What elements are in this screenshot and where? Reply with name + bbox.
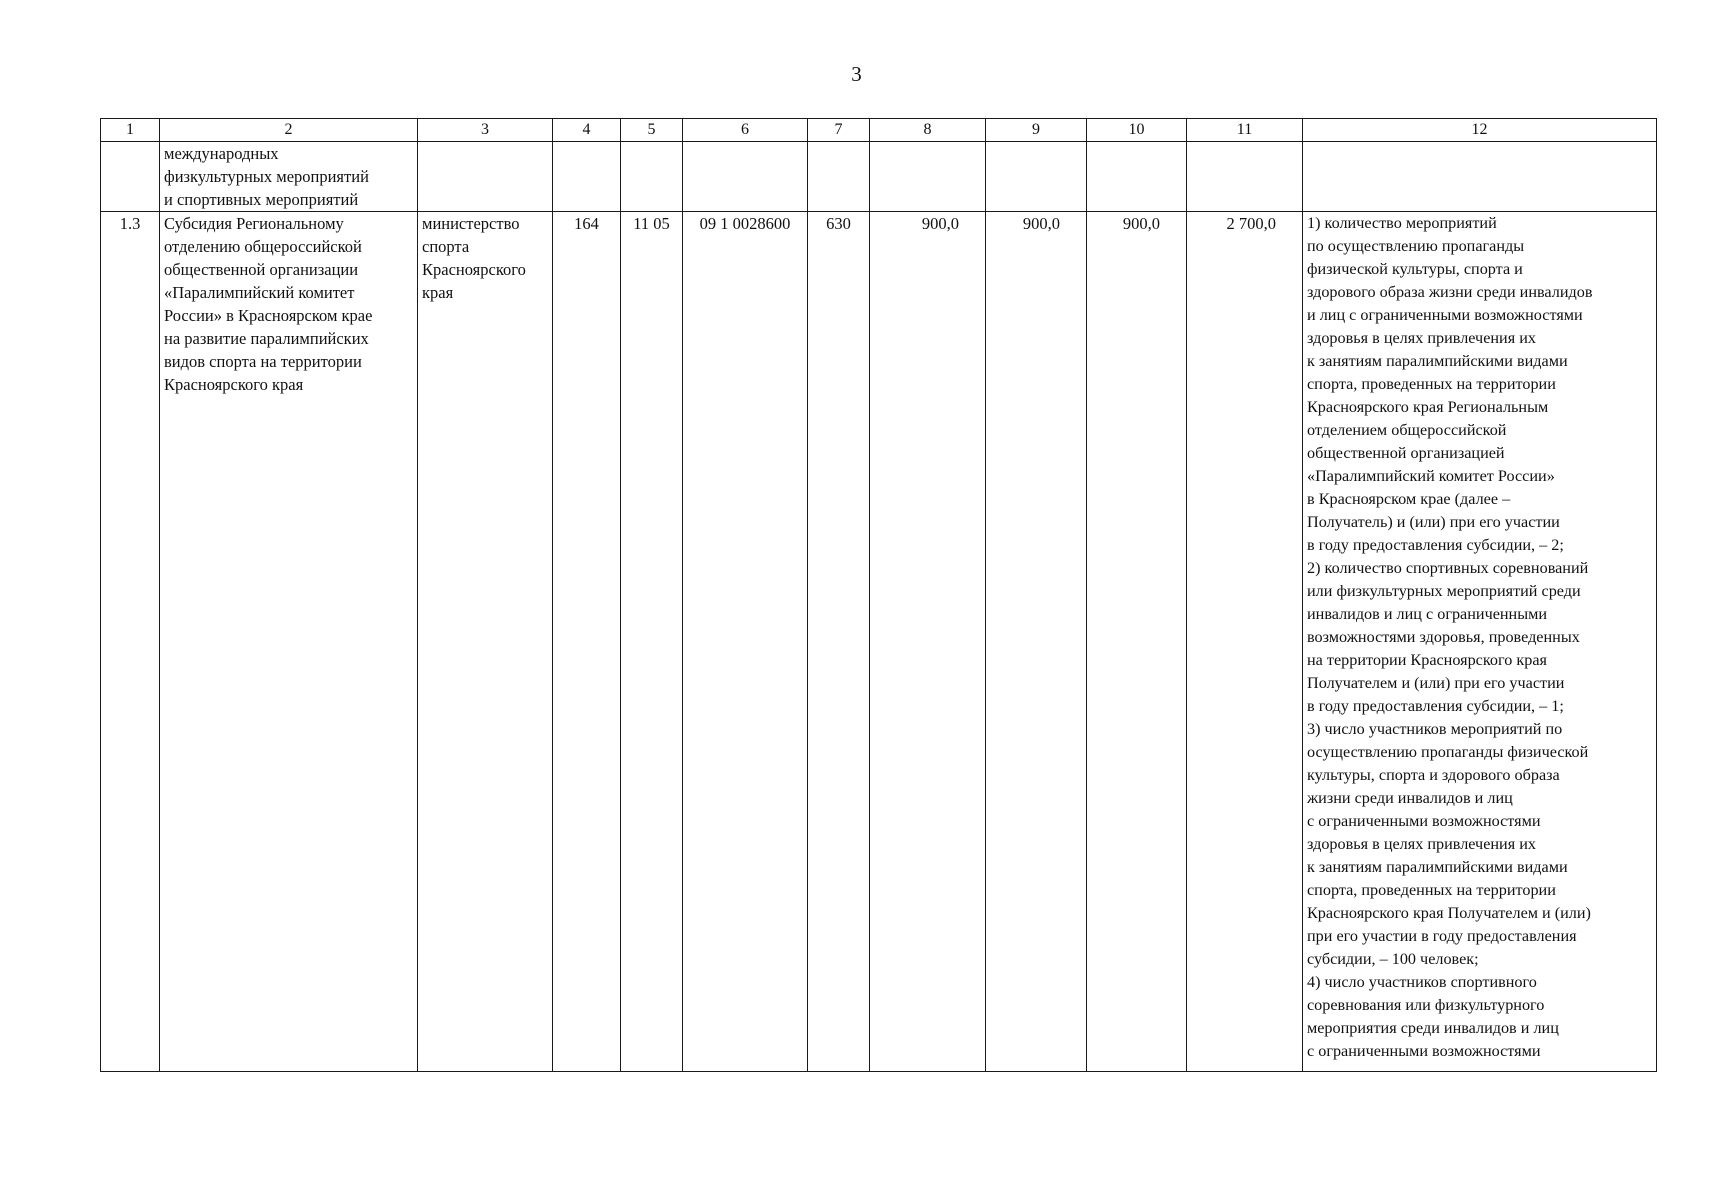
cell-empty xyxy=(418,142,553,212)
administrator-cell: министерство спорта Красноярского края xyxy=(418,212,553,1072)
cell-empty xyxy=(683,142,808,212)
column-number-row xyxy=(101,119,1657,142)
amount-year-1-cell: 900,0 xyxy=(870,212,986,1072)
amount-year-3-cell: 900,0 xyxy=(1087,212,1187,1072)
amount-year-2-cell: 900,0 xyxy=(986,212,1087,1072)
continued-row xyxy=(101,142,1657,212)
column-number: 6 xyxy=(683,119,808,142)
continued-name-cell: международных физкультурных мероприятий и спортивных мероприятий xyxy=(160,142,418,212)
column-number: 12 xyxy=(1303,119,1657,142)
cell-empty xyxy=(553,142,621,212)
cell-empty xyxy=(808,142,870,212)
cell-empty xyxy=(1187,142,1303,212)
amount-total-cell: 2 700,0 xyxy=(1187,212,1303,1072)
section-code-cell: 11 05 xyxy=(621,212,683,1072)
cell-empty xyxy=(1303,142,1657,212)
code-cell: 164 xyxy=(553,212,621,1072)
column-number: 9 xyxy=(986,119,1087,142)
expense-type-cell: 630 xyxy=(808,212,870,1072)
column-number: 1 xyxy=(101,119,160,142)
page-number: 3 xyxy=(851,62,862,86)
column-number: 2 xyxy=(160,119,418,142)
cell-empty xyxy=(986,142,1087,212)
table-row-1-3 xyxy=(101,212,1657,1072)
column-number: 11 xyxy=(1187,119,1303,142)
expected-result-cell: 1) количество мероприятий по осуществлению пропаганды физической культуры, спорта и здорового образа жизни среди инвалидов и лиц с ограниченными возможностями здоровья в целях привлечения их к занятиям паралимпийскими видами спорта, проведенных на территории Красноярского края Региональным отделением общероссийской общественной организацией «Паралимпийский комитет России» в Красноярском крае (далее – Получатель) и (или) при его участии в году предоставления субсидии, – 2; 2) количество спортивных соревнований или физкультурных мероприятий среди инвалидов и лиц с ограниченными возможностями здоровья, проведенных на территории Красноярского края Получателем и (или) при его участии в году предоставления субсидии, – 1; 3) число участников мероприятий по осуществлению пропаганды физической культуры, спорта и здорового образа жизни среди инвалидов и лиц с ограниченными возможностями здоровья в целях привлечения их к занятиям паралимпийскими видами спорта, проведенных на территории Красноярского края Получателем и (или) при его участии в году предоставления субсидии, – 100 человек; 4) число участников спортивного соревнования или физкультурного мероприятия среди инвалидов и лиц с ограниченными возможностями xyxy=(1303,212,1657,1072)
column-number: 8 xyxy=(870,119,986,142)
column-number: 3 xyxy=(418,119,553,142)
item-number-cell: 1.3 xyxy=(101,212,160,1072)
cell-empty xyxy=(621,142,683,212)
budget-table xyxy=(100,118,1657,1072)
column-number: 5 xyxy=(621,119,683,142)
measure-name-cell: Субсидия Региональному отделению общероссийской общественной организации «Паралимпийский комитет России» в Красноярском крае на развитие паралимпийских видов спорта на территории Красноярского края xyxy=(160,212,418,1072)
column-number: 7 xyxy=(808,119,870,142)
cell-empty xyxy=(1087,142,1187,212)
cell-empty xyxy=(870,142,986,212)
column-number: 10 xyxy=(1087,119,1187,142)
cell-empty xyxy=(101,142,160,212)
column-number: 4 xyxy=(553,119,621,142)
target-article-cell: 09 1 0028600 xyxy=(683,212,808,1072)
